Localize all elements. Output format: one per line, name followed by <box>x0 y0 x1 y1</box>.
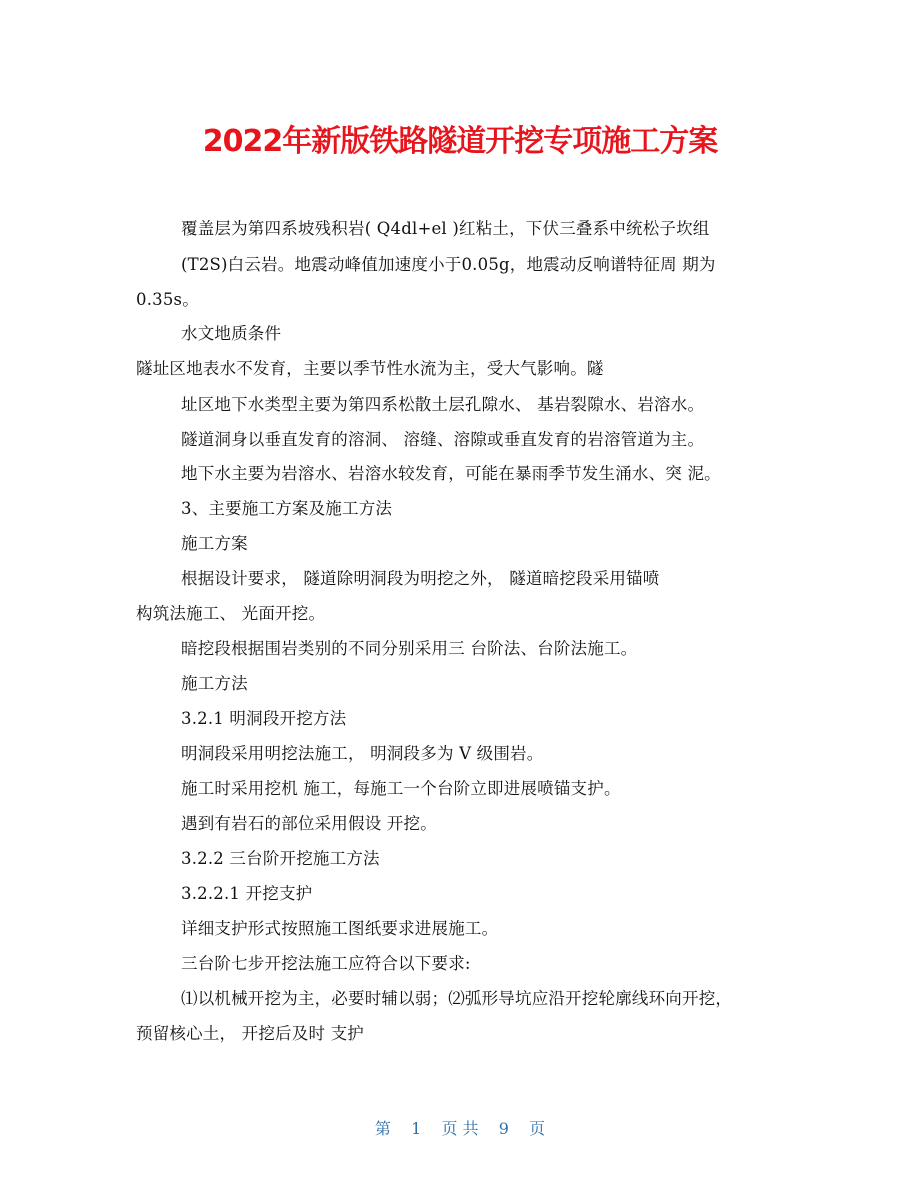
footer-middle: 页 共 <box>441 1119 479 1138</box>
footer-current-page: 1 <box>411 1119 422 1138</box>
section-heading: 3、主要施工方案及施工方法 <box>181 499 393 518</box>
paragraph-line: 三台阶七步开挖法施工应符合以下要求: <box>181 954 471 973</box>
paragraph-line: ⑴以机械开挖为主，必要时辅以弱；⑵弧形导坑应沿开挖轮廓线环向开挖， <box>181 989 733 1008</box>
footer-total-pages: 9 <box>498 1119 509 1138</box>
paragraph-line: 地下水主要为岩溶水、岩溶水较发育，可能在暴雨季节发生涌水、突 泥。 <box>181 464 721 483</box>
document-title: 2022年新版铁路隧道开挖专项施工方案 <box>202 124 718 159</box>
section-heading: 水文地质条件 <box>181 324 282 343</box>
paragraph-line: 构筑法施工、 光面开挖。 <box>136 604 326 623</box>
paragraph-line: 明洞段采用明挖法施工， 明洞段多为 V 级围岩。 <box>181 744 544 763</box>
paragraph-line: 暗挖段根据围岩类别的不同分别采用三 台阶法、台阶法施工。 <box>181 639 638 658</box>
paragraph-line: 预留核心土， 开挖后及时 支护 <box>136 1024 364 1043</box>
paragraph-line: 隧址区地表水不发育，主要以季节性水流为主，受大气影响。隧 <box>136 359 604 378</box>
section-heading: 施工方案 <box>181 534 248 553</box>
section-heading: 3.2.1 明洞段开挖方法 <box>181 709 347 728</box>
paragraph-line: 0.35s。 <box>136 290 199 309</box>
paragraph-line: 覆盖层为第四系坡残积岩( Q4dl+el )红粘土，下伏三叠系中统松子坎组 <box>181 219 710 238</box>
footer-prefix: 第 <box>374 1119 391 1138</box>
footer-suffix: 页 <box>529 1119 546 1138</box>
paragraph-line: 详细支护形式按照施工图纸要求进展施工。 <box>181 919 499 938</box>
paragraph-line: 址区地下水类型主要为第四系松散土层孔隙水、 基岩裂隙水、岩溶水。 <box>181 395 705 414</box>
section-heading: 施工方法 <box>181 674 248 693</box>
section-heading: 3.2.2 三台阶开挖施工方法 <box>181 849 380 868</box>
page-footer <box>0 1116 920 1139</box>
paragraph-line: 根据设计要求， 隧道除明洞段为明挖之外， 隧道暗挖段采用锚喷 <box>181 569 660 588</box>
paragraph-line: (T2S)白云岩。地震动峰值加速度小于0.05g，地震动反响谱特征周 期为 <box>181 255 716 274</box>
paragraph-line: 遇到有岩石的部位采用假设 开挖。 <box>181 814 437 833</box>
paragraph-line: 施工时采用挖机 施工，每施工一个台阶立即进展喷锚支护。 <box>181 779 621 798</box>
paragraph-line: 隧道洞身以垂直发育的溶洞、 溶缝、溶隙或垂直发育的岩溶管道为主。 <box>181 430 705 449</box>
section-heading: 3.2.2.1 开挖支护 <box>181 884 313 903</box>
